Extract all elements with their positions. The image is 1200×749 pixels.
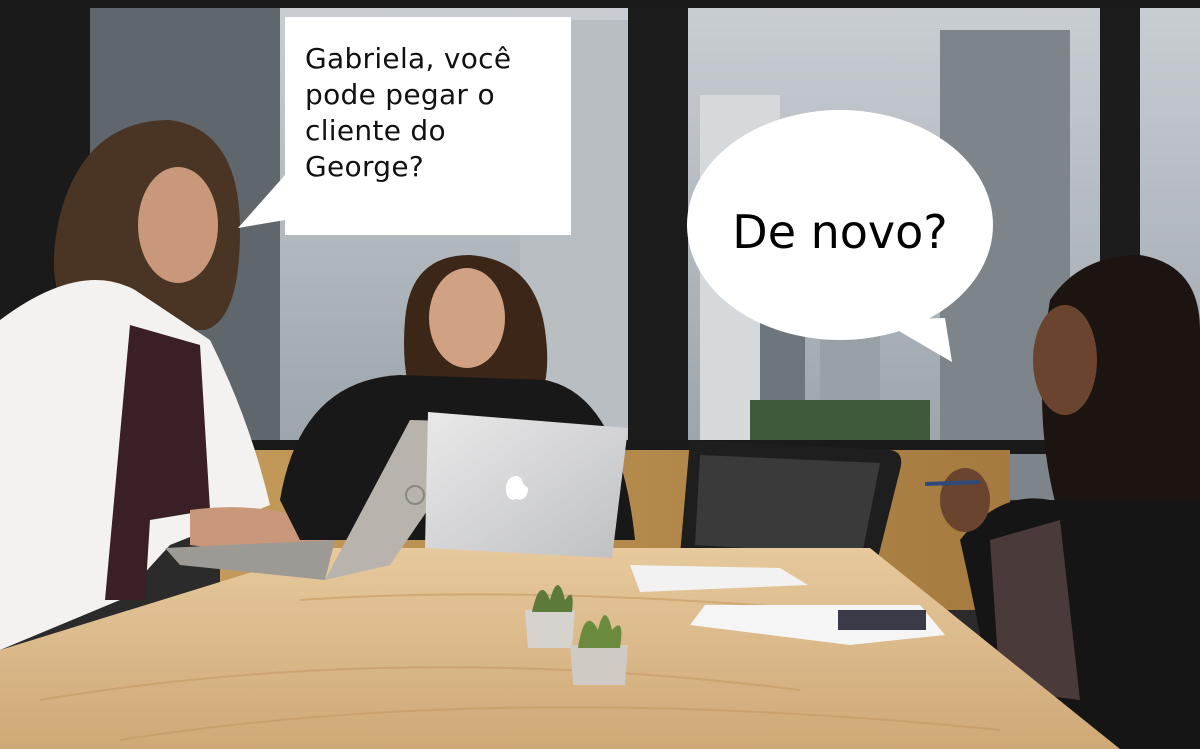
speech-bubble-left-line-4: George? <box>305 150 425 183</box>
woman-center-face <box>429 268 505 368</box>
woman-right-face <box>1033 305 1097 415</box>
woman-left-face <box>138 167 218 283</box>
speech-bubble-left-line-1: Gabriela, você <box>305 42 512 75</box>
window-frame-top <box>0 0 1200 8</box>
plant-pot-right <box>570 645 628 685</box>
woman-right-hand <box>940 468 990 532</box>
speech-bubble-left <box>285 17 571 235</box>
notebook-spiral <box>838 610 926 630</box>
window-frame-post <box>628 0 688 480</box>
plant-pot-left <box>525 610 575 648</box>
speech-bubble-right-text: De novo? <box>732 205 948 259</box>
macbook-lid <box>425 412 628 558</box>
speech-bubble-left-line-2: pode pegar o <box>305 78 495 111</box>
chair-mesh <box>695 455 880 555</box>
pen <box>925 482 980 484</box>
speech-bubble-left-line-3: cliente do <box>305 114 446 147</box>
